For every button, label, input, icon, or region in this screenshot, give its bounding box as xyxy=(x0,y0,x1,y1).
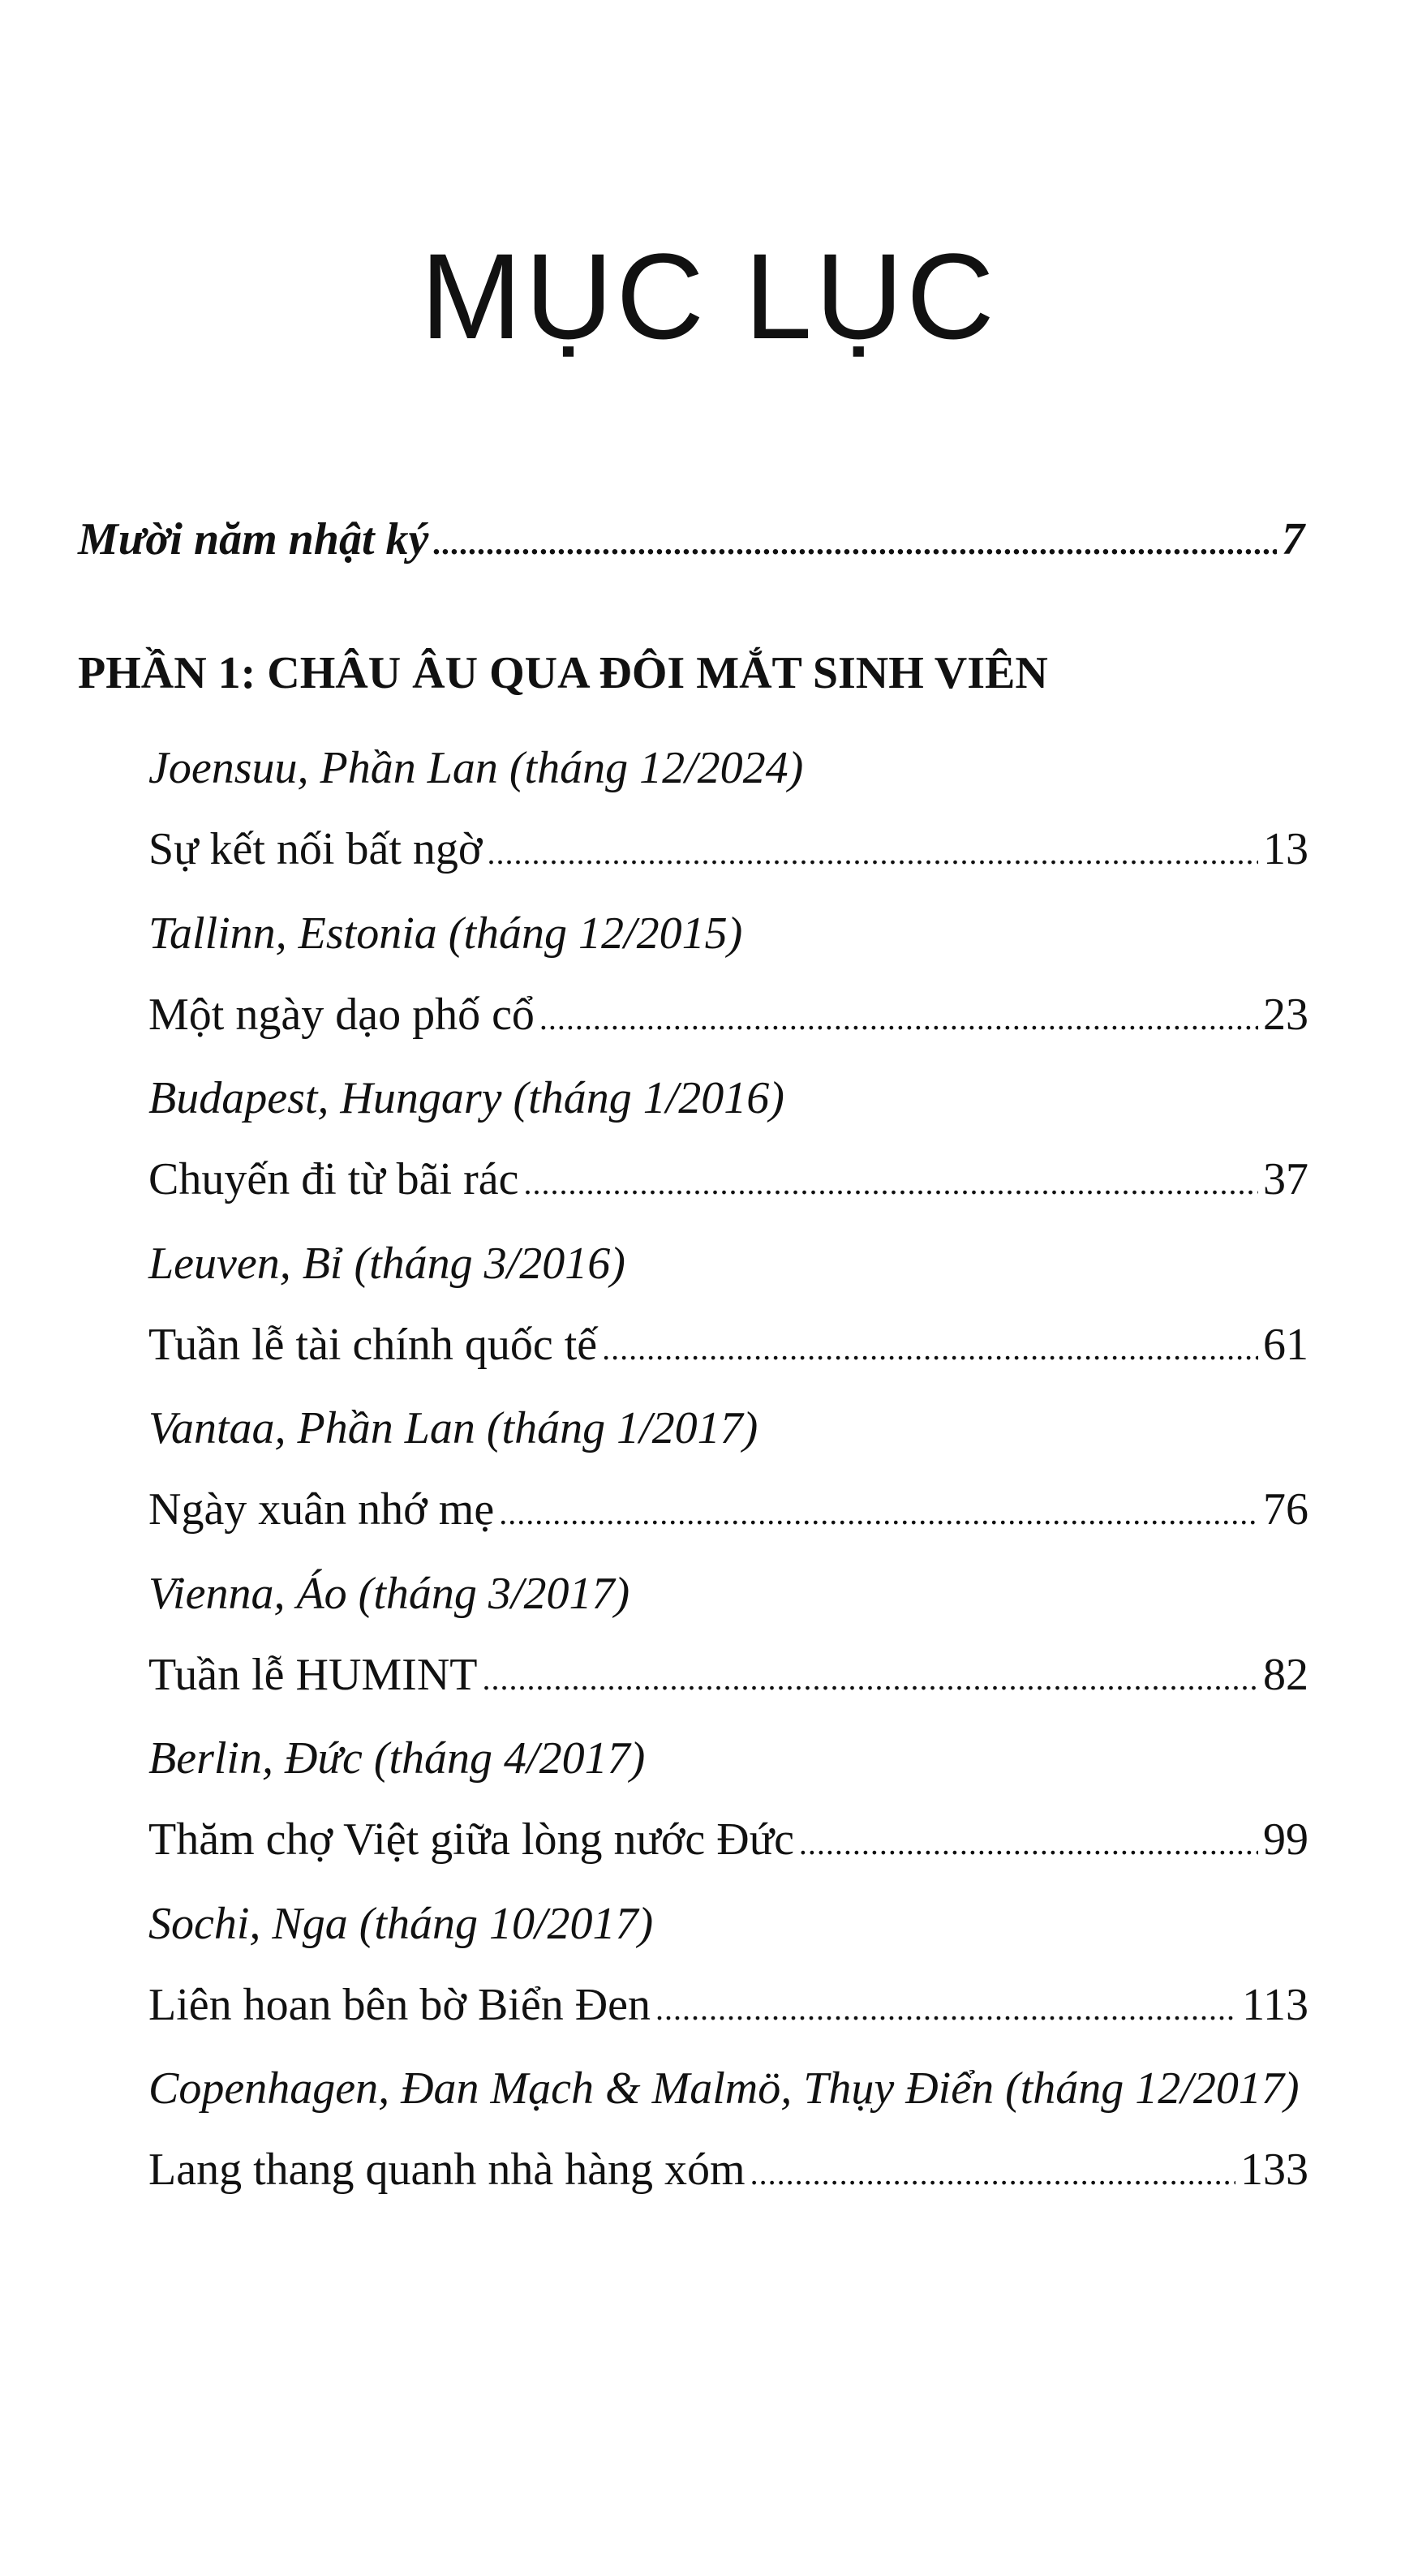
dot-leader xyxy=(655,1981,1237,2037)
entry-location: Tallinn, Estonia (tháng 12/2015) xyxy=(148,908,743,959)
toc-entry-intro[interactable] xyxy=(78,511,1304,572)
entry-location: Berlin, Đức (tháng 4/2017) xyxy=(148,1733,646,1784)
toc-entry[interactable] xyxy=(148,1151,1308,1212)
page-number: 23 xyxy=(1263,989,1308,1040)
page-number: 99 xyxy=(1263,1814,1308,1865)
toc-entry[interactable] xyxy=(148,1316,1308,1377)
page-number: 7 xyxy=(1282,514,1304,565)
toc-entry[interactable] xyxy=(148,1646,1308,1707)
toc-entry[interactable] xyxy=(148,821,1308,882)
page-number: 61 xyxy=(1263,1319,1308,1370)
entry-location: Copenhagen, Đan Mạch & Malmö, Thụy Điển (tháng 12/2017) xyxy=(148,2063,1300,2114)
toc-entry[interactable] xyxy=(148,1977,1308,2037)
dot-leader xyxy=(799,1815,1258,1872)
entry-title: Tuần lễ tài chính quốc tế xyxy=(148,1319,598,1370)
entry-location: Budapest, Hungary (tháng 1/2016) xyxy=(148,1073,784,1123)
dot-leader xyxy=(523,1155,1258,1212)
page-number: 13 xyxy=(1263,824,1308,874)
part-heading: PHẦN 1: CHÂU ÂU QUA ĐÔI MẮT SINH VIÊN xyxy=(78,648,1048,698)
toc-entry[interactable] xyxy=(148,1811,1308,1872)
toc-entry[interactable] xyxy=(148,986,1308,1047)
entry-title: Mười năm nhật ký xyxy=(78,514,429,565)
entry-title: Chuyến đi từ bãi rác xyxy=(148,1154,519,1204)
entry-title: Một ngày dạo phố cổ xyxy=(148,989,535,1040)
entry-title: Lang thang quanh nhà hàng xóm xyxy=(148,2145,746,2195)
entry-title: Tuần lễ HUMINT xyxy=(148,1649,478,1700)
page-number: 37 xyxy=(1263,1154,1308,1204)
dot-leader xyxy=(539,990,1258,1047)
dot-leader xyxy=(602,1320,1258,1377)
entry-location: Leuven, Bỉ (tháng 3/2016) xyxy=(148,1238,625,1289)
page-title: MỤC LỤC xyxy=(420,228,998,364)
entry-title: Ngày xuân nhớ mẹ xyxy=(148,1484,495,1535)
toc-entry[interactable] xyxy=(148,2141,1308,2202)
toc-entry[interactable] xyxy=(148,1481,1308,1542)
dot-leader xyxy=(499,1485,1258,1542)
entry-location: Vantaa, Phần Lan (tháng 1/2017) xyxy=(148,1403,758,1453)
page-number: 76 xyxy=(1263,1484,1308,1535)
page-number: 82 xyxy=(1263,1649,1308,1700)
entry-location: Joensuu, Phần Lan (tháng 12/2024) xyxy=(148,743,804,793)
entry-title: Liên hoan bên bờ Biển Đen xyxy=(148,1979,651,2030)
entry-title: Thăm chợ Việt giữa lòng nước Đức xyxy=(148,1814,794,1865)
page-number: 113 xyxy=(1242,1979,1308,2030)
entry-location: Vienna, Áo (tháng 3/2017) xyxy=(148,1568,630,1619)
dot-leader xyxy=(488,825,1259,882)
page-number: 133 xyxy=(1240,2145,1308,2195)
entry-location: Sochi, Nga (tháng 10/2017) xyxy=(148,1898,654,1949)
entry-title: Sự kết nối bất ngờ xyxy=(148,824,483,874)
dot-leader xyxy=(482,1651,1258,1707)
dot-leader xyxy=(433,515,1277,572)
dot-leader xyxy=(750,2145,1235,2202)
